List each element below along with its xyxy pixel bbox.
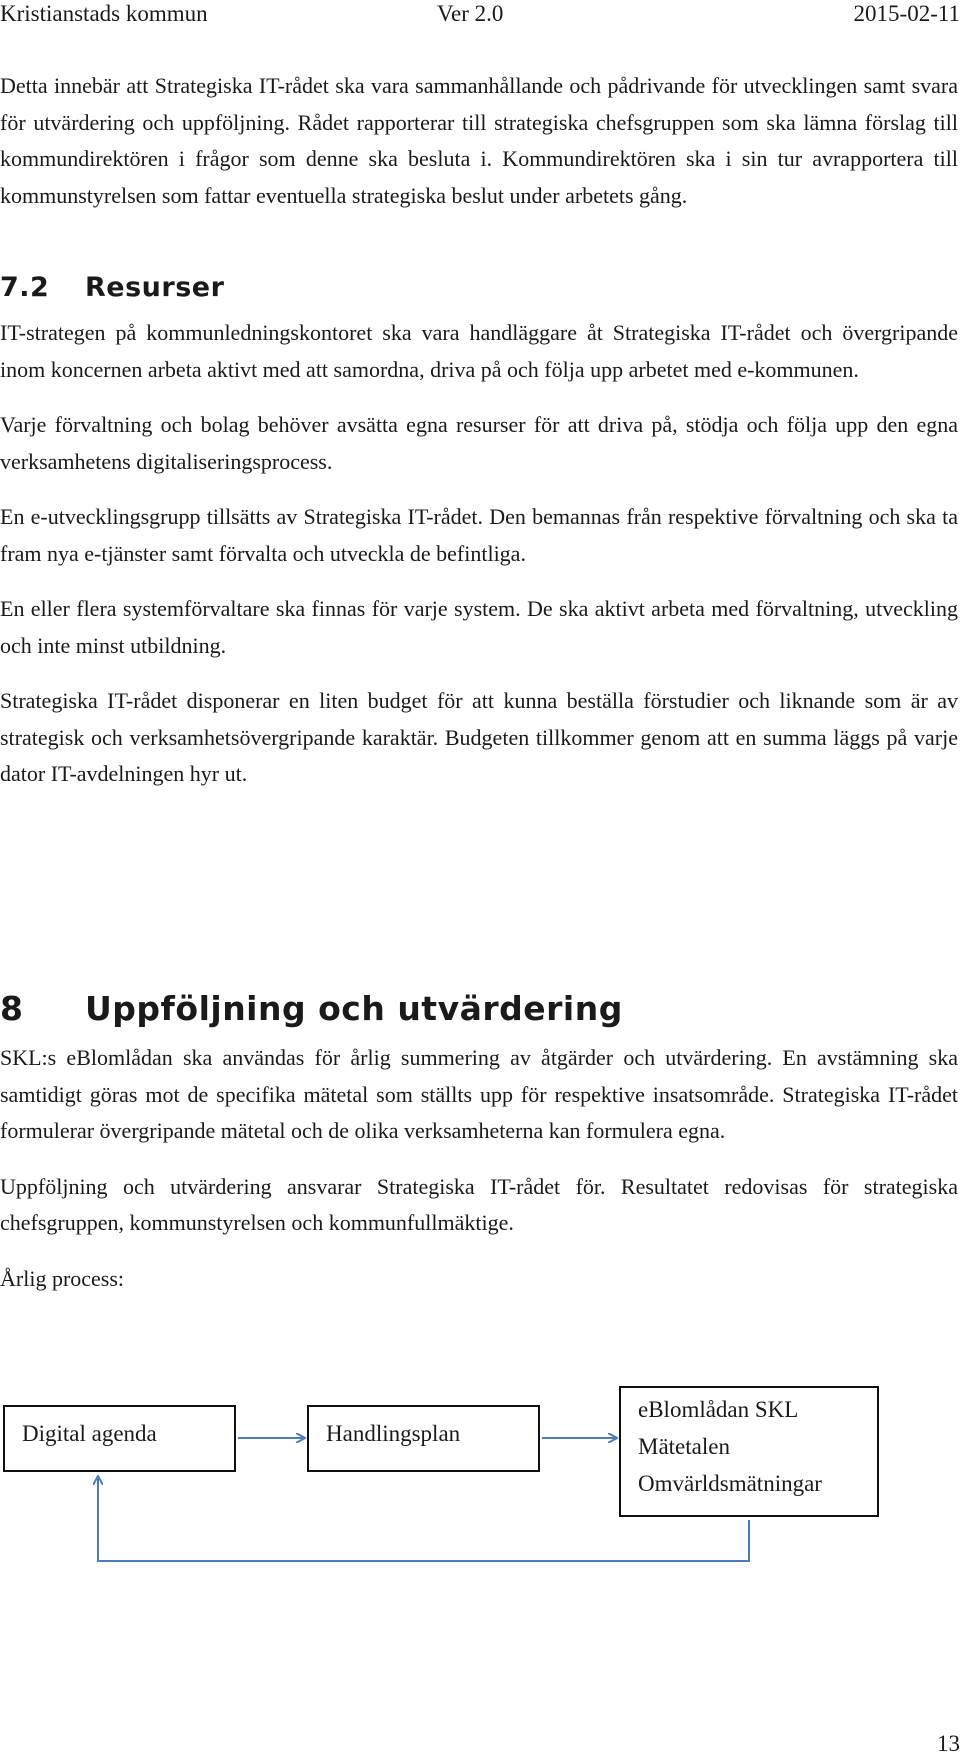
header-version: Ver 2.0: [437, 1, 504, 26]
header-date: 2015-02-11: [853, 1, 960, 26]
section-heading-7-2: [0, 270, 224, 306]
header-organization: Kristianstads kommun: [0, 1, 208, 26]
flow-box-line: eBlomlådan SKL: [638, 1397, 799, 1422]
section-heading-8: [0, 988, 623, 1030]
intro-paragraph: Detta innebär att Strategiska IT-rådet ska vara sammanhållande och pådrivande för utvecklingen samt svara för utvärdering och uppföljning. Rådet rapporterar till strategiska chefsgruppen som ska lämna förslag till kommundirektören i frågor som denne ska besluta i. Kommundirektören ska i sin tur avrapportera till kommunstyrelsen som fattar eventuella strategiska beslut under arbetets gång.: [0, 73, 958, 208]
page-header: [0, 0, 960, 30]
paragraph: En eller flera systemförvaltare ska finnas för varje system. De ska aktivt arbeta med förvaltning, utveckling och inte minst utbildning.: [0, 596, 958, 658]
flow-box-label: Digital agenda: [22, 1421, 157, 1446]
process-label: Årlig process:: [0, 1265, 125, 1291]
flow-box-line: Omvärldsmätningar: [638, 1471, 822, 1496]
flow-arrows: [0, 1380, 960, 1570]
flow-box-line: Mätetalen: [638, 1434, 730, 1459]
paragraph: Strategiska IT-rådet disponerar en liten budget för att kunna beställa förstudier och liknande som är av strategisk och verksamhetsövergripande karaktär. Budgeten tillkommer genom att en summa läggs på varje dator IT-avdelningen hyr ut.: [0, 688, 958, 786]
section-7-2-body: [0, 315, 958, 793]
page-number: 13: [937, 1731, 960, 1756]
section-number: 8: [0, 989, 24, 1028]
paragraph: SKL:s eBlomlådan ska användas för årlig summering av åtgärder och utvärdering. En avstämning ska samtidigt göras mot de specifika mätetal som ställts upp för respektive insatsområde. Strategiska IT-rådet formulerar övergripande mätetal och de olika verksamheterna kan formulera egna.: [0, 1045, 958, 1143]
intro-section: [0, 68, 958, 214]
paragraph: IT-strategen på kommunledningskontoret ska vara handläggare åt Strategiska IT-rådet och övergripande inom koncernen arbeta aktivt med att samordna, driva på och följa upp arbetet med e-kommunen.: [0, 320, 958, 382]
section-title: Uppföljning och utvärdering: [85, 989, 623, 1028]
paragraph: En e-utvecklingsgrupp tillsätts av Strategiska IT-rådet. Den bemannas från respektive förvaltning och ska ta fram nya e-tjänster samt förvalta och utveckla de befintliga.: [0, 504, 958, 566]
arrow-feedback-loop: [98, 1477, 749, 1561]
section-8-body: [0, 1040, 958, 1297]
section-number: 7.2: [0, 272, 50, 303]
section-title: Resurser: [85, 272, 225, 303]
paragraph: Uppföljning och utvärdering ansvarar Strategiska IT-rådet för. Resultatet redovisas för strategiska chefsgruppen, kommunstyrelsen och kommunfullmäktige.: [0, 1173, 958, 1235]
paragraph: Varje förvaltning och bolag behöver avsätta egna resurser för att driva på, stödja och följa upp den egna verksamhetens digitaliseringsprocess.: [0, 412, 958, 474]
flow-box-label: Handlingsplan: [326, 1421, 461, 1446]
